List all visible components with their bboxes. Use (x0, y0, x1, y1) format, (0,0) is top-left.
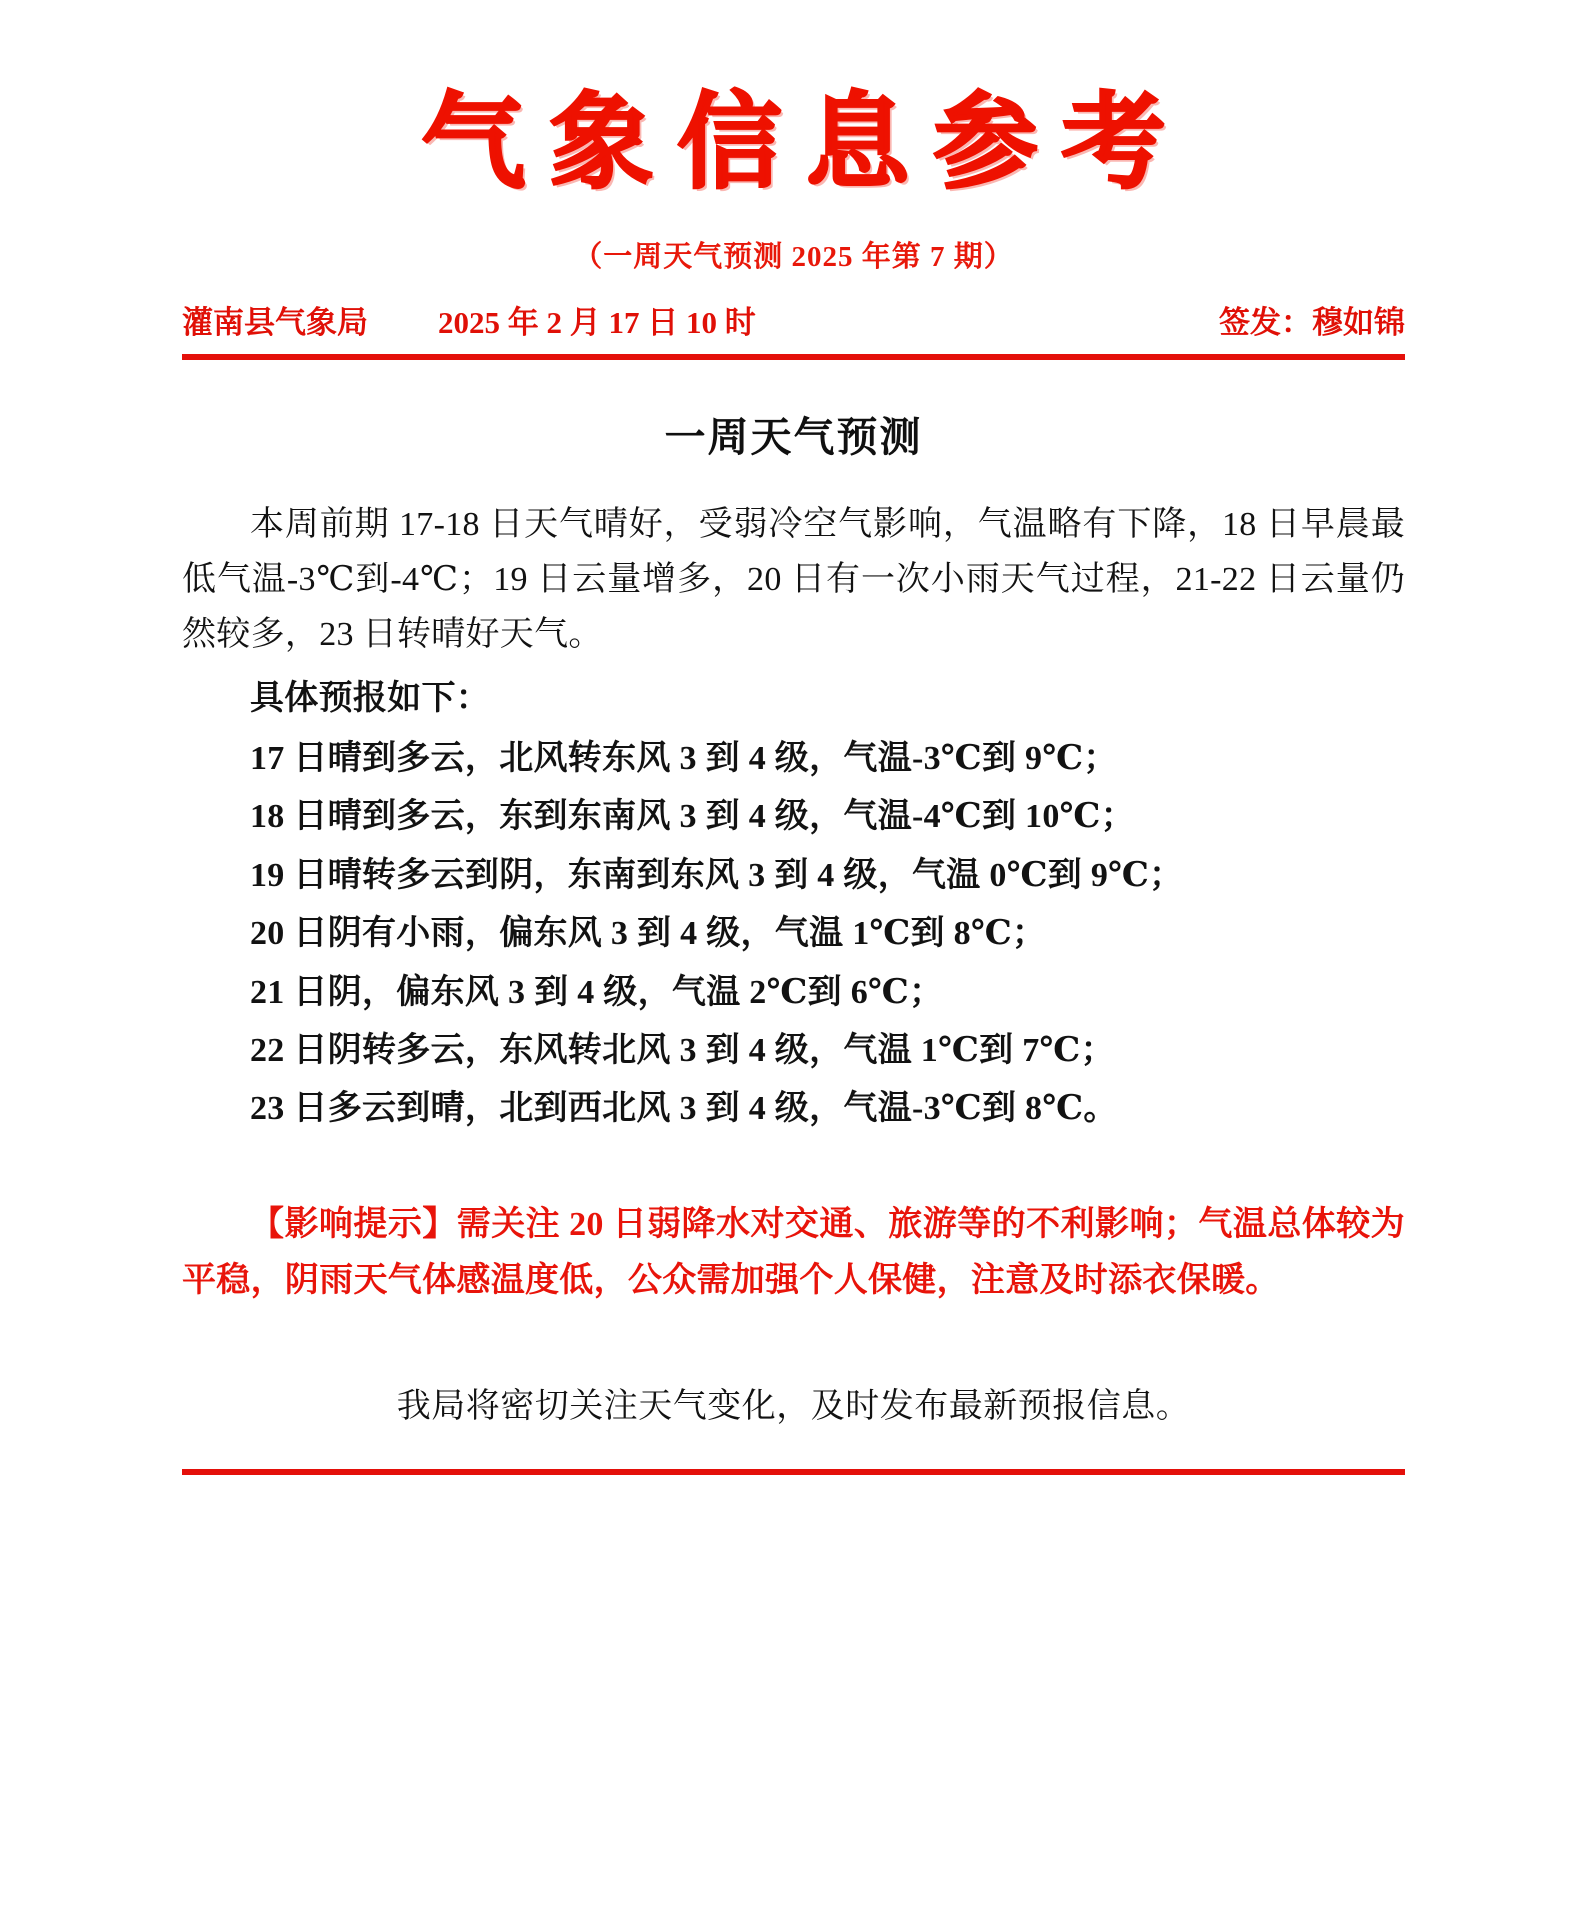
issue-datetime: 2025 年 2 月 17 日 10 时 (438, 305, 756, 341)
issue-subtitle: （一周天气预测 2025 年第 7 期） (573, 241, 1014, 274)
footer-divider-rule (182, 1469, 1405, 1475)
list-item: 18 日晴到多云，东到东南风 3 到 4 级，气温-4℃到 10℃； (250, 798, 1136, 836)
signer-label: 签发：穆如锦 (1219, 305, 1405, 341)
list-item: 22 日阴转多云，东风转北风 3 到 4 级，气温 1℃到 7℃； (250, 1031, 1115, 1069)
list-item: 21 日阴，偏东风 3 到 4 级，气温 2℃到 6℃； (250, 973, 944, 1011)
closing-statement: 我局将密切关注天气变化，及时发布最新预报信息。 (396, 1388, 1191, 1426)
masthead (182, 0, 1405, 275)
document-body (182, 497, 1405, 1434)
impact-notice: 【影响提示】需关注 20 日弱降水对交通、旅游等的不利影响；气温总体较为平稳，阴雨天气体感温度低，公众需加强个人保健，注意及时添衣保暖。 (182, 1205, 1405, 1299)
list-item: 19 日晴转多云到阴，东南到东风 3 到 4 级，气温 0℃到 9℃； (250, 856, 1184, 894)
list-item: 20 日阴有小雨，偏东风 3 到 4 级，气温 1℃到 8℃； (250, 915, 1047, 953)
issuing-agency: 灌南县气象局 (182, 305, 368, 341)
header-divider-rule (182, 354, 1405, 360)
daily-forecast-list (182, 730, 1405, 1139)
header-meta-row (182, 297, 1405, 342)
page-title: 气象信息参考 (421, 80, 1190, 203)
section-heading: 一周天气预测 (664, 413, 923, 462)
list-item: 17 日晴到多云，北风转东风 3 到 4 级，气温-3℃到 9℃； (250, 739, 1118, 777)
intro-paragraph: 本周前期 17-18 日天气晴好，受弱冷空气影响，气温略有下降，18 日早晨最低气温-3℃到-4℃；19 日云量增多，20 日有一次小雨天气过程，21-22 日云量仍然较多，23 日转晴好天气。 (182, 506, 1405, 654)
forecast-lead-label: 具体预报如下： (250, 679, 491, 717)
list-item: 23 日多云到晴，北到西北风 3 到 4 级，气温-3℃到 8℃。 (250, 1090, 1118, 1128)
